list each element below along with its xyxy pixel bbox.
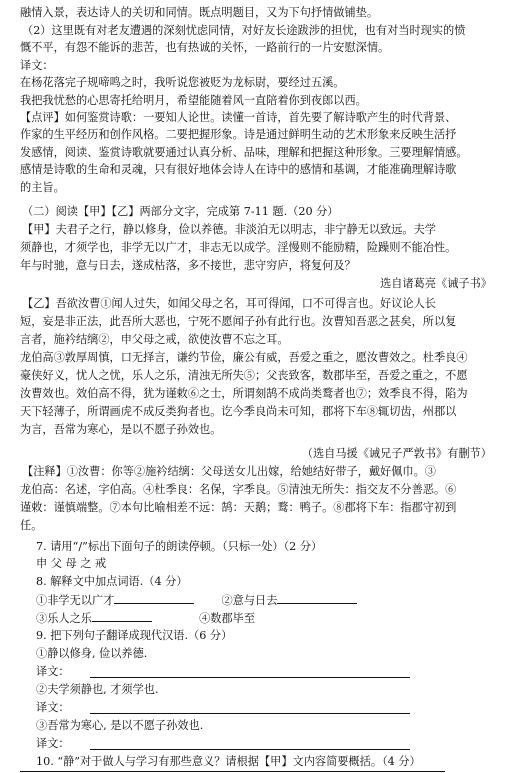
- passage-a-line: 年与时驰，意与日去，遂成枯落，多不接世，悲守穷庐，将复何及？: [20, 259, 356, 272]
- question-8: 8. 解释文中加点词语.（4 分）: [36, 575, 188, 588]
- q9-answer-label-2: 译文：: [36, 701, 70, 714]
- comment-line: 【点评】如何鉴赏诗歌：一要知人论世。读懂一首诗，首先要了解诗歌产生的时代背景、: [20, 111, 457, 124]
- passage-b-source: （选自马援《诫兄子严敦书》有删节）: [301, 447, 492, 460]
- question-7-phrase: 申 父 母 之 戒: [36, 557, 107, 570]
- q9-answer-line-2[interactable]: [90, 713, 410, 714]
- question-7: 7. 请用“/”标出下面句子的朗读停顿。（只标一处）（2 分）: [36, 540, 323, 553]
- comment-line: 作家的生平经历和创作风格。二要把握形象。诗是通过鲜明生动的艺术形象来反映生活抒: [20, 128, 457, 141]
- q9-answer-label-1: 译文：: [36, 665, 70, 678]
- passage-b-line: 龙伯高③敦厚周慎，口无择言，谦约节俭，廉公有威，吾爱之重之，愿汝曹效之。杜季良④: [20, 351, 468, 364]
- question-8-row-2: [36, 611, 492, 625]
- annotation-line: 【注释】①汝曹：你等②施衿结缡：父母送女儿出嫁，给她结好带子，戴好佩巾。③: [22, 465, 436, 478]
- passage-b-line: 【乙】吾欲汝曹①闻人过失，如闻父母之名，耳可得闻，口不可得言也。好议论人长: [22, 297, 436, 310]
- passage-a-source: 选自诸葛亮《诫子书》: [380, 277, 492, 290]
- q8-answer-blank-1[interactable]: [114, 593, 194, 604]
- q9-answer-line-1[interactable]: [90, 677, 410, 678]
- comment-line: 发感情，阅读、鉴赏诗歌就要通过认真分析、品味，理解和把握这种形象。三要理解情感。: [20, 146, 468, 159]
- q9-sentence-2: ②夫学须静也, 才须学也.: [36, 683, 159, 696]
- q8-answer-blank-2[interactable]: [277, 593, 357, 604]
- q9-sentence-1: ①静以修身, 俭以养德.: [36, 647, 148, 660]
- question-10: 10. “静”对于做人与学习有那些意义？请根据【甲】文内容简要概括。（4 分）: [36, 755, 421, 768]
- section-heading: （二）阅读【甲】【乙】两部分文字，完成第 7-11 题.（20 分）: [22, 205, 339, 218]
- q8-item-4: ④数郡毕至: [199, 612, 256, 625]
- q8-answer-blank-3[interactable]: [92, 611, 152, 622]
- passage-b-line: 言者，施衿结缡②，申父母之戒，欲使汝曹不忘之耳。: [20, 333, 289, 346]
- translation-label: 译文：: [20, 59, 54, 72]
- text-line: 慨不平，有怨不能诉的悲苦，也有热诚的关怀，一路前行的一片安慰深情。: [20, 41, 390, 54]
- passage-b-line: 汝曹效也。效伯高不得，犹为谨敕⑥之士，所谓刻鹄不成尚类鹜者也⑦；效季良不得，陷为: [20, 387, 468, 400]
- passage-b-line: 短，妄是非正法，此吾所大恶也，宁死不愿闻子孙有此行也。汝曹知吾恶之甚矣，所以复: [20, 315, 457, 328]
- q8-item-2: ②意与日去: [221, 594, 278, 607]
- passage-b-line: 为言，吾常为寒心，是以不愿子孙效也。: [20, 423, 222, 436]
- annotation-line: 谨敕：谨慎端整。⑦本句比喻相差不远：鹄：天鹅；鹜：鸭子。⑧郡将下车：指郡守初到: [20, 501, 457, 514]
- passage-b-line: 天下轻薄子，所谓画虎不成反类狗者也。讫今季良尚未可知，郡将下车⑧辄切齿，州郡以: [20, 405, 457, 418]
- question-9: 9. 把下列句子翻译成现代汉语.（6 分）: [36, 629, 233, 642]
- comment-line: 感情是诗歌的生命和灵魂，只有很好地体会诗人在诗中的感情和基调，才能准确理解诗歌: [20, 163, 457, 176]
- passage-a-line: 【甲】夫君子之行，静以修身，俭以养德。非淡泊无以明志，非宁静无以致远。夫学: [22, 223, 436, 236]
- passage-b-line: 豪侠好义，忧人之忧，乐人之乐，清浊无所失⑤；父丧致客，数郡毕至，吾爱之重之，不愿: [20, 369, 468, 382]
- q9-answer-label-3: 译文：: [36, 737, 70, 750]
- annotation-line: 龙伯高：名述，字伯高。④杜季良：名保，字季良。⑤清浊无所失：指交友不分善恶。⑥: [20, 483, 457, 496]
- question-8-row-1: [36, 593, 492, 607]
- text-line: （2）这里既有对老友遭遇的深刻忧虑同情，对好友长途跋涉的担忧，也有对当时现实的愤: [22, 24, 466, 37]
- text-line: 我把我忧愁的心思寄托给明月，希望能随着风一直陪着你到夜郎以西。: [20, 94, 367, 107]
- passage-a-line: 须静也，才须学也，非学无以广才，非志无以成学。淫慢则不能励精，险躁则不能冶性。: [20, 241, 457, 254]
- q8-item-3: ③乐人之乐: [36, 612, 92, 625]
- text-line: 在杨花落完子规啼鸣之时，我听说您被贬为龙标尉，要经过五溪。: [20, 76, 345, 89]
- q10-answer-line[interactable]: [20, 771, 445, 772]
- text-line: 融情入景，表达诗人的关切和同情。既点明题目，又为下句抒情做铺垫。: [20, 6, 379, 19]
- q9-answer-line-3[interactable]: [90, 749, 410, 750]
- annotation-line: 任。: [20, 519, 43, 532]
- comment-line: 的主旨。: [20, 181, 65, 194]
- q8-item-1: ①非学无以广才: [36, 594, 115, 607]
- q9-sentence-3: ③吾常为寒心, 是以不愿子孙效也.: [36, 719, 204, 732]
